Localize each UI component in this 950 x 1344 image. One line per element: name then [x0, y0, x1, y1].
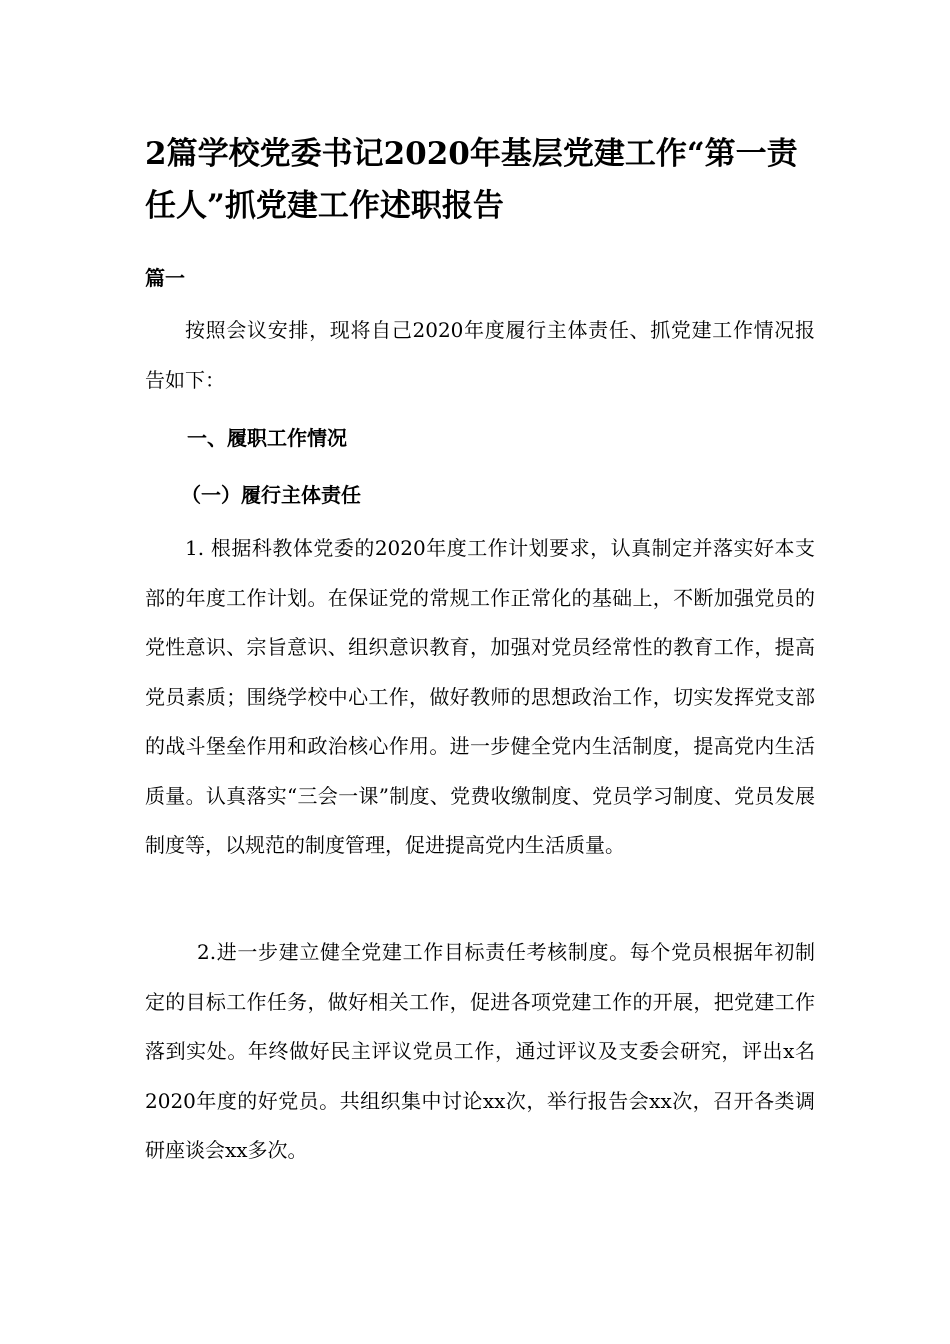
- document-title: 2篇学校党委书记2020年基层党建工作“第一责任人”抓党建工作述职报告: [145, 136, 798, 224]
- body-paragraph-1: 1. 根据科教体党委的2020年度工作计划要求，认真制定并落实好本支部的年度工作计划。在保证党的常规工作正常化的基础上，不断加强党员的党性意识、宗旨意识、组织意识教育，加强对党员经常性的教育工作，提高党员素质；围绕学校中心工作，做好教师的思想政治工作，切实发挥党支部的战斗堡垒作用和政治核心作用。进一步健全党内生活制度，提高党内生活质量。认真落实“三会一课”制度、党费收缴制度、党员学习制度、党员发展制度等，以规范的制度管理，促进提高党内生活质量。: [145, 536, 815, 857]
- intro-paragraph: 按照会议安排，现将自己2020年度履行主体责任、抓党建工作情况报告如下：: [145, 318, 815, 392]
- body-paragraph-2: 2.进一步建立健全党建工作目标责任考核制度。每个党员根据年初制定的目标工作任务，做好相关工作，促进各项党建工作的开展，把党建工作落到实处。年终做好民主评议党员工作，通过评议及支委会研究，评出x名2020年度的好党员。共组织集中讨论xx次，举行报告会xx次，召开各类调研座谈会xx多次。: [145, 940, 815, 1162]
- heading-duty-performance: 一、履职工作情况: [187, 426, 347, 450]
- subheading-main-responsibility: （一）履行主体责任: [181, 483, 361, 507]
- section-label: 篇一: [145, 266, 185, 290]
